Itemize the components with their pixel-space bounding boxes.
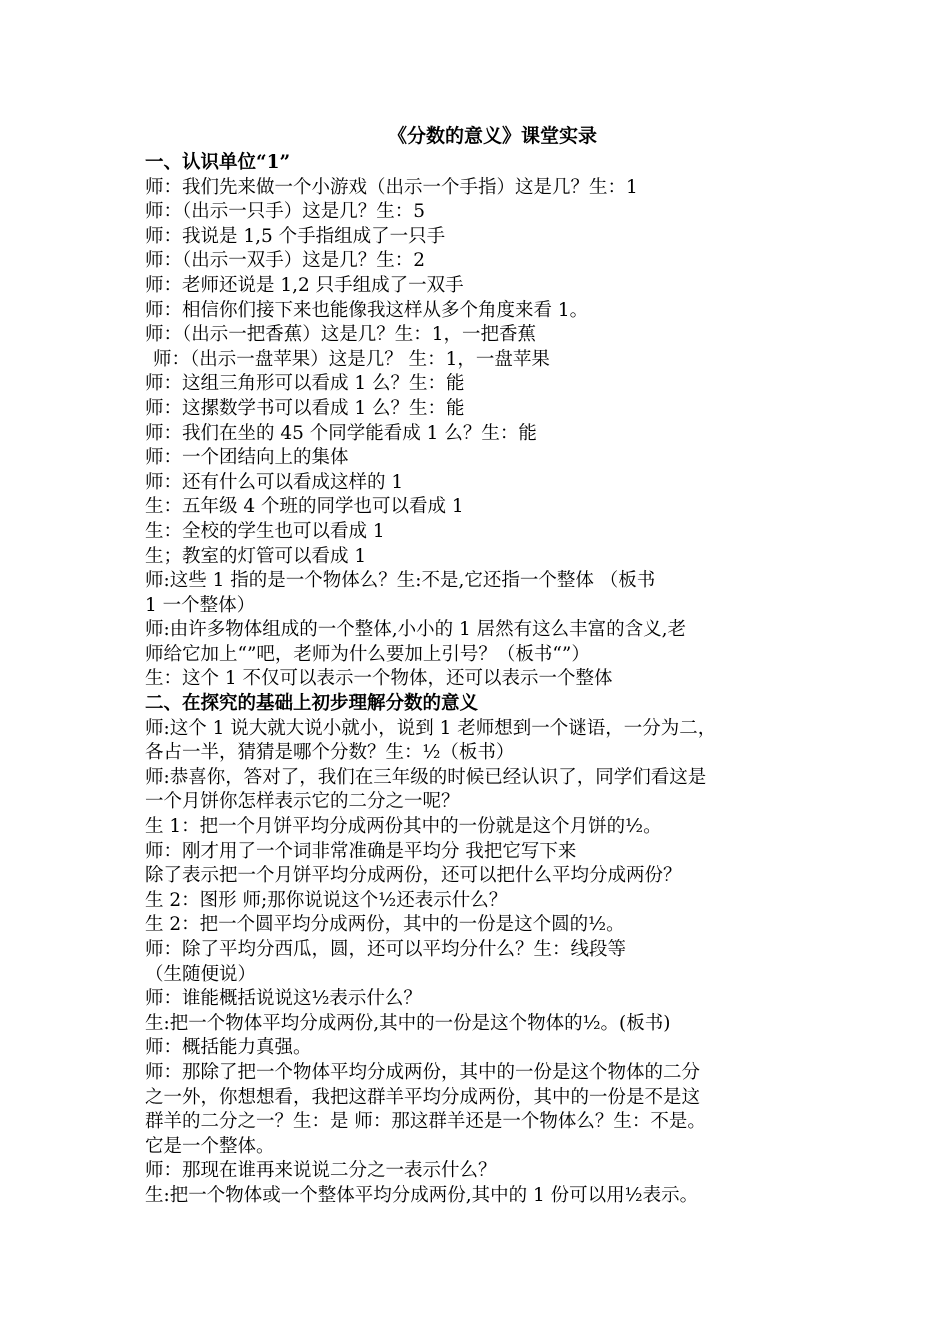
dialogue-line: 师：刚才用了一个词非常准确是平均分 我把它写下来	[145, 840, 577, 862]
dialogue-line: 生:把一个物体平均分成两份,其中的一份是这个物体的½。(板书)	[145, 1012, 671, 1034]
dialogue-line: （生随便说）	[145, 963, 257, 985]
dialogue-line: 师：除了平均分西瓜，圆，还可以平均分什么？生：线段等	[145, 939, 627, 960]
dialogue-line: 生 2：图形 师;那你说说这个½还表示什么？	[145, 889, 508, 911]
dialogue-line: 生：这个 1 不仅可以表示一个物体，还可以表示一个整体	[145, 668, 613, 690]
section-heading: 二、在探究的基础上初步理解分数的意义	[145, 693, 479, 715]
section-heading: 一、认识单位“1”	[145, 152, 291, 173]
dialogue-line: 师:这些 1 指的是一个物体么？生:不是,它还指一个整体 （板书	[145, 570, 656, 592]
document-page	[145, 122, 820, 1209]
dialogue-line: 师：我们先来做一个小游戏（出示一个手指）这是几？生：1	[145, 176, 638, 198]
dialogue-line: 师：我说是 1,5 个手指组成了一只手	[145, 225, 446, 247]
dialogue-line: 师：老师还说是 1,2 只手组成了一双手	[145, 274, 464, 296]
dialogue-line: 师：概括能力真强。	[145, 1037, 312, 1059]
dialogue-line: 1 一个整体）	[145, 594, 256, 616]
dialogue-line: 生 1：把一个月饼平均分成两份其中的一份就是这个月饼的½。	[145, 816, 662, 838]
dialogue-line: 师：一个团结向上的集体	[145, 447, 349, 469]
dialogue-line: 生 2：把一个圆平均分成两份，其中的一份是这个圆的½。	[145, 914, 625, 936]
dialogue-line: 师：相信你们接下来也能像我这样从多个角度来看 1。	[145, 299, 589, 321]
dialogue-line: 师：谁能概括说说这½表示什么？	[145, 988, 422, 1010]
dialogue-line: 一个月饼你怎样表示它的二分之一呢？	[145, 791, 460, 813]
document-title: 《分数的意义》课堂实录	[387, 125, 597, 147]
dialogue-line: 它是一个整体。	[145, 1135, 275, 1157]
dialogue-line: 师:由许多物体组成的一个整体,小小的 1 居然有这么丰富的含义,老	[145, 619, 687, 641]
dialogue-line: 师：那除了把一个物体平均分成两份，其中的一份是这个物体的二分	[145, 1061, 701, 1083]
dialogue-line: 师：（出示一盘苹果）这是几？ 生：1，一盘苹果	[153, 348, 550, 370]
dialogue-line: 除了表示把一个月饼平均分成两份，还可以把什么平均分成两份？	[145, 865, 682, 887]
dialogue-line: 师：（出示一双手）这是几？生：2	[145, 250, 426, 272]
dialogue-line: 师：（出示一只手）这是几？生：5	[145, 201, 426, 223]
dialogue-line: 群羊的二分之一？生：是 师：那这群羊还是一个物体么？生：不是。	[145, 1111, 706, 1133]
dialogue-line: 师：我们在坐的 45 个同学能看成 1 么？生：能	[145, 422, 537, 444]
dialogue-line: 师：这摞数学书可以看成 1 么？生：能	[145, 397, 465, 419]
dialogue-line: 师给它加上“”吧，老师为什么要加上引号？（板书“”）	[145, 643, 590, 665]
dialogue-line: 师：那现在谁再来说说二分之一表示什么？	[145, 1160, 497, 1182]
dialogue-line: 生:把一个物体或一个整体平均分成两份,其中的 1 份可以用½表示。	[145, 1184, 699, 1206]
dialogue-line: 生：全校的学生也可以看成 1	[145, 520, 385, 542]
dialogue-line: 师：（出示一把香蕉）这是几？生：1，一把香蕉	[145, 324, 537, 346]
dialogue-line: 师：这组三角形可以看成 1 么？生：能	[145, 373, 465, 395]
dialogue-line: 师：还有什么可以看成这样的 1	[145, 471, 404, 493]
document-body	[145, 151, 820, 1209]
dialogue-line: 生：五年级 4 个班的同学也可以看成 1	[145, 496, 464, 518]
dialogue-line: 师:这个 1 说大就大说小就小，说到 1 老师想到一个谜语，一分为二，	[145, 717, 717, 739]
dialogue-line: 师:恭喜你，答对了，我们在三年级的时候已经认识了，同学们看这是	[145, 766, 707, 788]
dialogue-line: 各占一半，猜猜是哪个分数？生：½（板书）	[145, 742, 515, 764]
dialogue-line: 之一外，你想想看，我把这群羊平均分成两份，其中的一份是不是这	[145, 1086, 701, 1108]
dialogue-line: 生；教室的灯管可以看成 1	[145, 545, 367, 567]
